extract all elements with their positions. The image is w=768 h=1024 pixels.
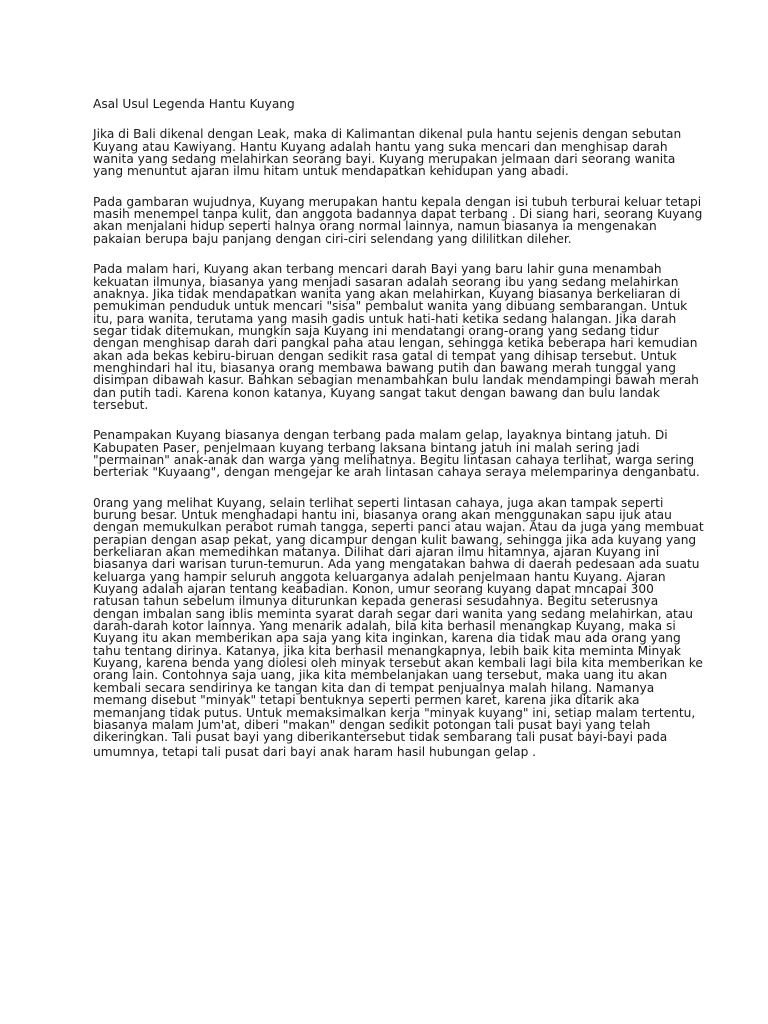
text-line: 0rang yang melihat Kuyang, selain terlihat seperti lintasan cahaya, juga akan tampak seperti xyxy=(93,495,664,510)
text-line: burung besar. Untuk menghadapi hantu ini, biasanya orang akan menggunakan sapu ijuk atau xyxy=(93,508,672,522)
text-line: itu, para wanita, terutama yang masih gadis untuk hati-hati ketika sedang halangan. Jika darah xyxy=(93,311,677,326)
text-line: akan menjalani hidup seperti halnya orang normal lainnya, namun biasanya ia mengenakan xyxy=(93,219,657,234)
text-line: berkeliaran akan memedihkan matanya. Dilihat dari ajaran ilmu hitamnya, ajaran Kuyang ini xyxy=(93,545,660,560)
text-line: kekuatan ilmunya, biasanya yang menjadi sasaran adalah seorang ibu yang sedang melahirkan xyxy=(93,274,679,289)
text-line: dengan memukulkan perabot rumah tangga, seperti panci atau wajan. Atau da juga yang membuat xyxy=(93,520,704,535)
text-line: kembali secara sendirinya ke tangan kita dan di tempat penjualnya malah hilang. Namanya xyxy=(93,680,655,695)
text-line: biasanya dari warisan turun-temurun. Ada yang mengatakan bahwa di daerah pedesaan ada suatu xyxy=(93,557,700,572)
text-line: pemukiman penduduk untuk mencari "sisa" pembalut wanita yang dibuang sembarangan. Untuk xyxy=(93,299,688,314)
text-line: Kuyang itu akan memberikan apa saja yang kita inginkan, karena dia tidak mau ada orang yang xyxy=(93,631,681,646)
text-line: masih menempel tanpa kulit, dan anggota badannya dapat terbang . Di siang hari, seorang Kuyang xyxy=(93,207,703,222)
text-line: Pada gambaran wujudnya, Kuyang merupakan hantu kepala dengan isi tubuh terburai keluar tetapi xyxy=(93,194,702,209)
text-line: anaknya. Jika tidak mendapatkan wanita yang akan melahirkan, Kuyang biasanya berkeliaran di xyxy=(93,286,681,301)
text-line: keluarga yang hampir seluruh anggota keluarganya adalah penjelmaan hantu Kuyang. Ajaran xyxy=(93,569,666,584)
text-line: Penampakan Kuyang biasanya dengan terbang pada malam gelap, layaknya bintang jatuh. Di xyxy=(93,428,668,443)
text-line: dan putih tadi. Karena konon katanya, Kuyang sangat takut dengan bawang dan bulu landak xyxy=(93,385,660,400)
text-line: dikeringkan. Tali pusat bayi yang diberikantersebut tidak sembarang tali pusat bayi-bayi pada xyxy=(93,730,668,745)
text-line: perapian dengan asap pekat, yang dicampur dengan kulit bawang, sehingga jika ada kuyang yang xyxy=(93,532,697,547)
text-line: tahu tentang dirinya. Katanya, jika kita berhasil menangkapnya, lebih baik kita meminta Minyak xyxy=(93,643,681,658)
text-line: "permainan" anak-anak dan warga yang melihatnya. Begitu lintasan cahaya terlihat, warga sering xyxy=(93,452,695,467)
text-line: segar tidak ditemukan, mungkin saja Kuyang ini mendatangi orang-orang yang sedang tidur xyxy=(93,323,659,338)
paragraph-1 xyxy=(93,127,682,179)
text-line: wanita yang sedang melahirkan seorang bayi. Kuyang merupakan jelmaan dari seorang wanita xyxy=(93,152,676,167)
text-line: Kuyang, karena benda yang diolesi oleh minyak tersebut akan kembali lagi bila kita memberikan ke xyxy=(93,656,703,671)
text-line: umumnya, tetapi tali pusat dari bayi anak haram hasil hubungan gelap . xyxy=(93,744,537,759)
text-line: biasanya malam Jum'at, diberi "makan" dengan sedikit potongan tali pusat bayi yang telah xyxy=(93,717,651,732)
text-line: pakaian berupa baju panjang dengan ciri-ciri selendang yang dililitkan dileher. xyxy=(93,231,572,246)
paragraph-3 xyxy=(93,262,699,412)
text-line: dengan menghisap darah dari pangkal paha atau lengan, sehingga ketika beberapa hari kemudian xyxy=(93,336,698,351)
paragraph-5 xyxy=(93,495,704,759)
text-line: darah-darah kotor lainnya. Yang menarik adalah, bila kita berhasil menangkap Kuyang, maka si xyxy=(93,619,676,634)
document-page xyxy=(93,97,704,777)
text-line: Kuyang atau Kawiyang. Hantu Kuyang adalah hantu yang suka mencari dan menghisap darah xyxy=(93,139,668,154)
text-line: disimpan dibawah kasur. Bahkan sebagian menambahkan bulu landak mendampingi bawah merah xyxy=(93,373,699,388)
text-line: memanjang tidak putus. Untuk memaksimalkan kerja "minyak kuyang" ini, setiap malam tertentu, xyxy=(93,705,696,720)
text-line: ratusan tahun sebelum ilmunya diturunkan kepada generasi sesudahnya. Begitu seterusnya xyxy=(93,594,659,609)
text-line: akan ada bekas kebiru-biruan dengan sedikit rasa gatal di tempat yang dihisap tersebut. Untuk xyxy=(93,348,677,363)
document-title: Asal Usul Legenda Hantu Kuyang xyxy=(93,97,295,111)
text-line: berteriak "Kuyaang", dengan mengejar ke arah lintasan cahaya seraya melemparinya denganbatu. xyxy=(93,465,700,480)
text-line: Kabupaten Paser, penjelmaan kuyang terbang laksana bintang jatuh ini malah sering jadi xyxy=(93,440,640,455)
text-line: Kuyang adalah ajaran tentang keabadian. Konon, umur seorang kuyang dapat mncapai 300 xyxy=(93,582,654,597)
text-line: dengan imbalan sang iblis meminta syarat darah segar dari wanita yang sedang melahirkan, atau xyxy=(93,606,693,621)
paragraph-4 xyxy=(93,428,700,480)
text-line: memang disebut "minyak" tetapi bentuknya seperti permen karet, karena jika ditarik aka xyxy=(93,693,640,708)
text-line: Pada malam hari, Kuyang akan terbang mencari darah Bayi yang baru lahir guna menambah xyxy=(93,262,662,277)
text-line: Jika di Bali dikenal dengan Leak, maka di Kalimantan dikenal pula hantu sejenis dengan sebutan xyxy=(93,127,682,142)
text-line: orang lain. Contohnya saja uang, jika kita membelanjakan uang tersebut, maka uang itu akan xyxy=(93,668,668,683)
paragraph-2 xyxy=(93,194,703,246)
text-line: yang menuntut ajaran ilmu hitam untuk mendapatkan kehidupan yang abadi. xyxy=(93,164,569,179)
text-line: menghindari hal itu, biasanya orang membawa bawang putih dan bawang merah tunggal yang xyxy=(93,360,676,375)
text-line: tersebut. xyxy=(93,397,149,412)
